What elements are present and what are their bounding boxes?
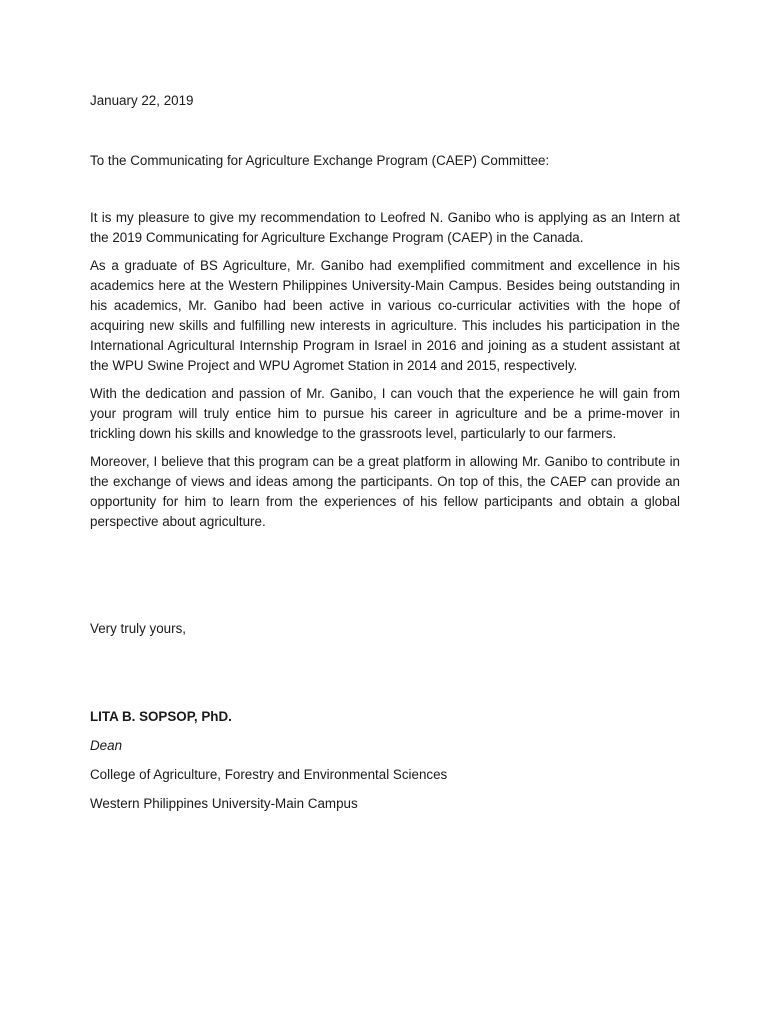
letter-date: January 22, 2019 [90, 93, 194, 108]
letter-closing: Very truly yours, [90, 621, 186, 636]
letter-body [90, 208, 680, 540]
body-paragraph-1: It is my pleasure to give my recommendation to Leofred N. Ganibo who is applying as an Intern at the 2019 Communicating for Agriculture Exchange Program (CAEP) in the Canada. [90, 210, 680, 245]
signatory-college: College of Agriculture, Forestry and Environmental Sciences [90, 767, 448, 782]
signatory-university: Western Philippines University-Main Campus [90, 796, 358, 811]
body-paragraph-4: Moreover, I believe that this program can be a great platform in allowing Mr. Ganibo to contribute in the exchange of views and ideas among the participants. On top of this, the CAEP can provide an opportunity for him to learn from the experiences of his fellow participants and obtain a global perspective about agriculture. [90, 454, 680, 529]
signatory-title: Dean [90, 738, 123, 753]
letter-salutation: To the Communicating for Agriculture Exchange Program (CAEP) Committee: [90, 153, 550, 168]
body-paragraph-2: As a graduate of BS Agriculture, Mr. Ganibo had exemplified commitment and excellence in his academics here at the Western Philippines University-Main Campus. Besides being outstanding in his academics, Mr. Ganibo had been active in various co-curricular activities with the hope of acquiring new skills and fulfilling new interests in agriculture. This includes his participation in the International Agricultural Internship Program in Israel in 2016 and joining as a student assistant at the WPU Swine Project and WPU Agromet Station in 2014 and 2015, respectively. [90, 258, 680, 373]
body-paragraph-3: With the dedication and passion of Mr. Ganibo, I can vouch that the experience he will gain from your program will truly entice him to pursue his career in agriculture and be a prime-mover in trickling down his skills and knowledge to the grassroots level, particularly to our farmers. [90, 386, 680, 441]
signatory-name: LITA B. SOPSOP, PhD. [90, 709, 232, 724]
